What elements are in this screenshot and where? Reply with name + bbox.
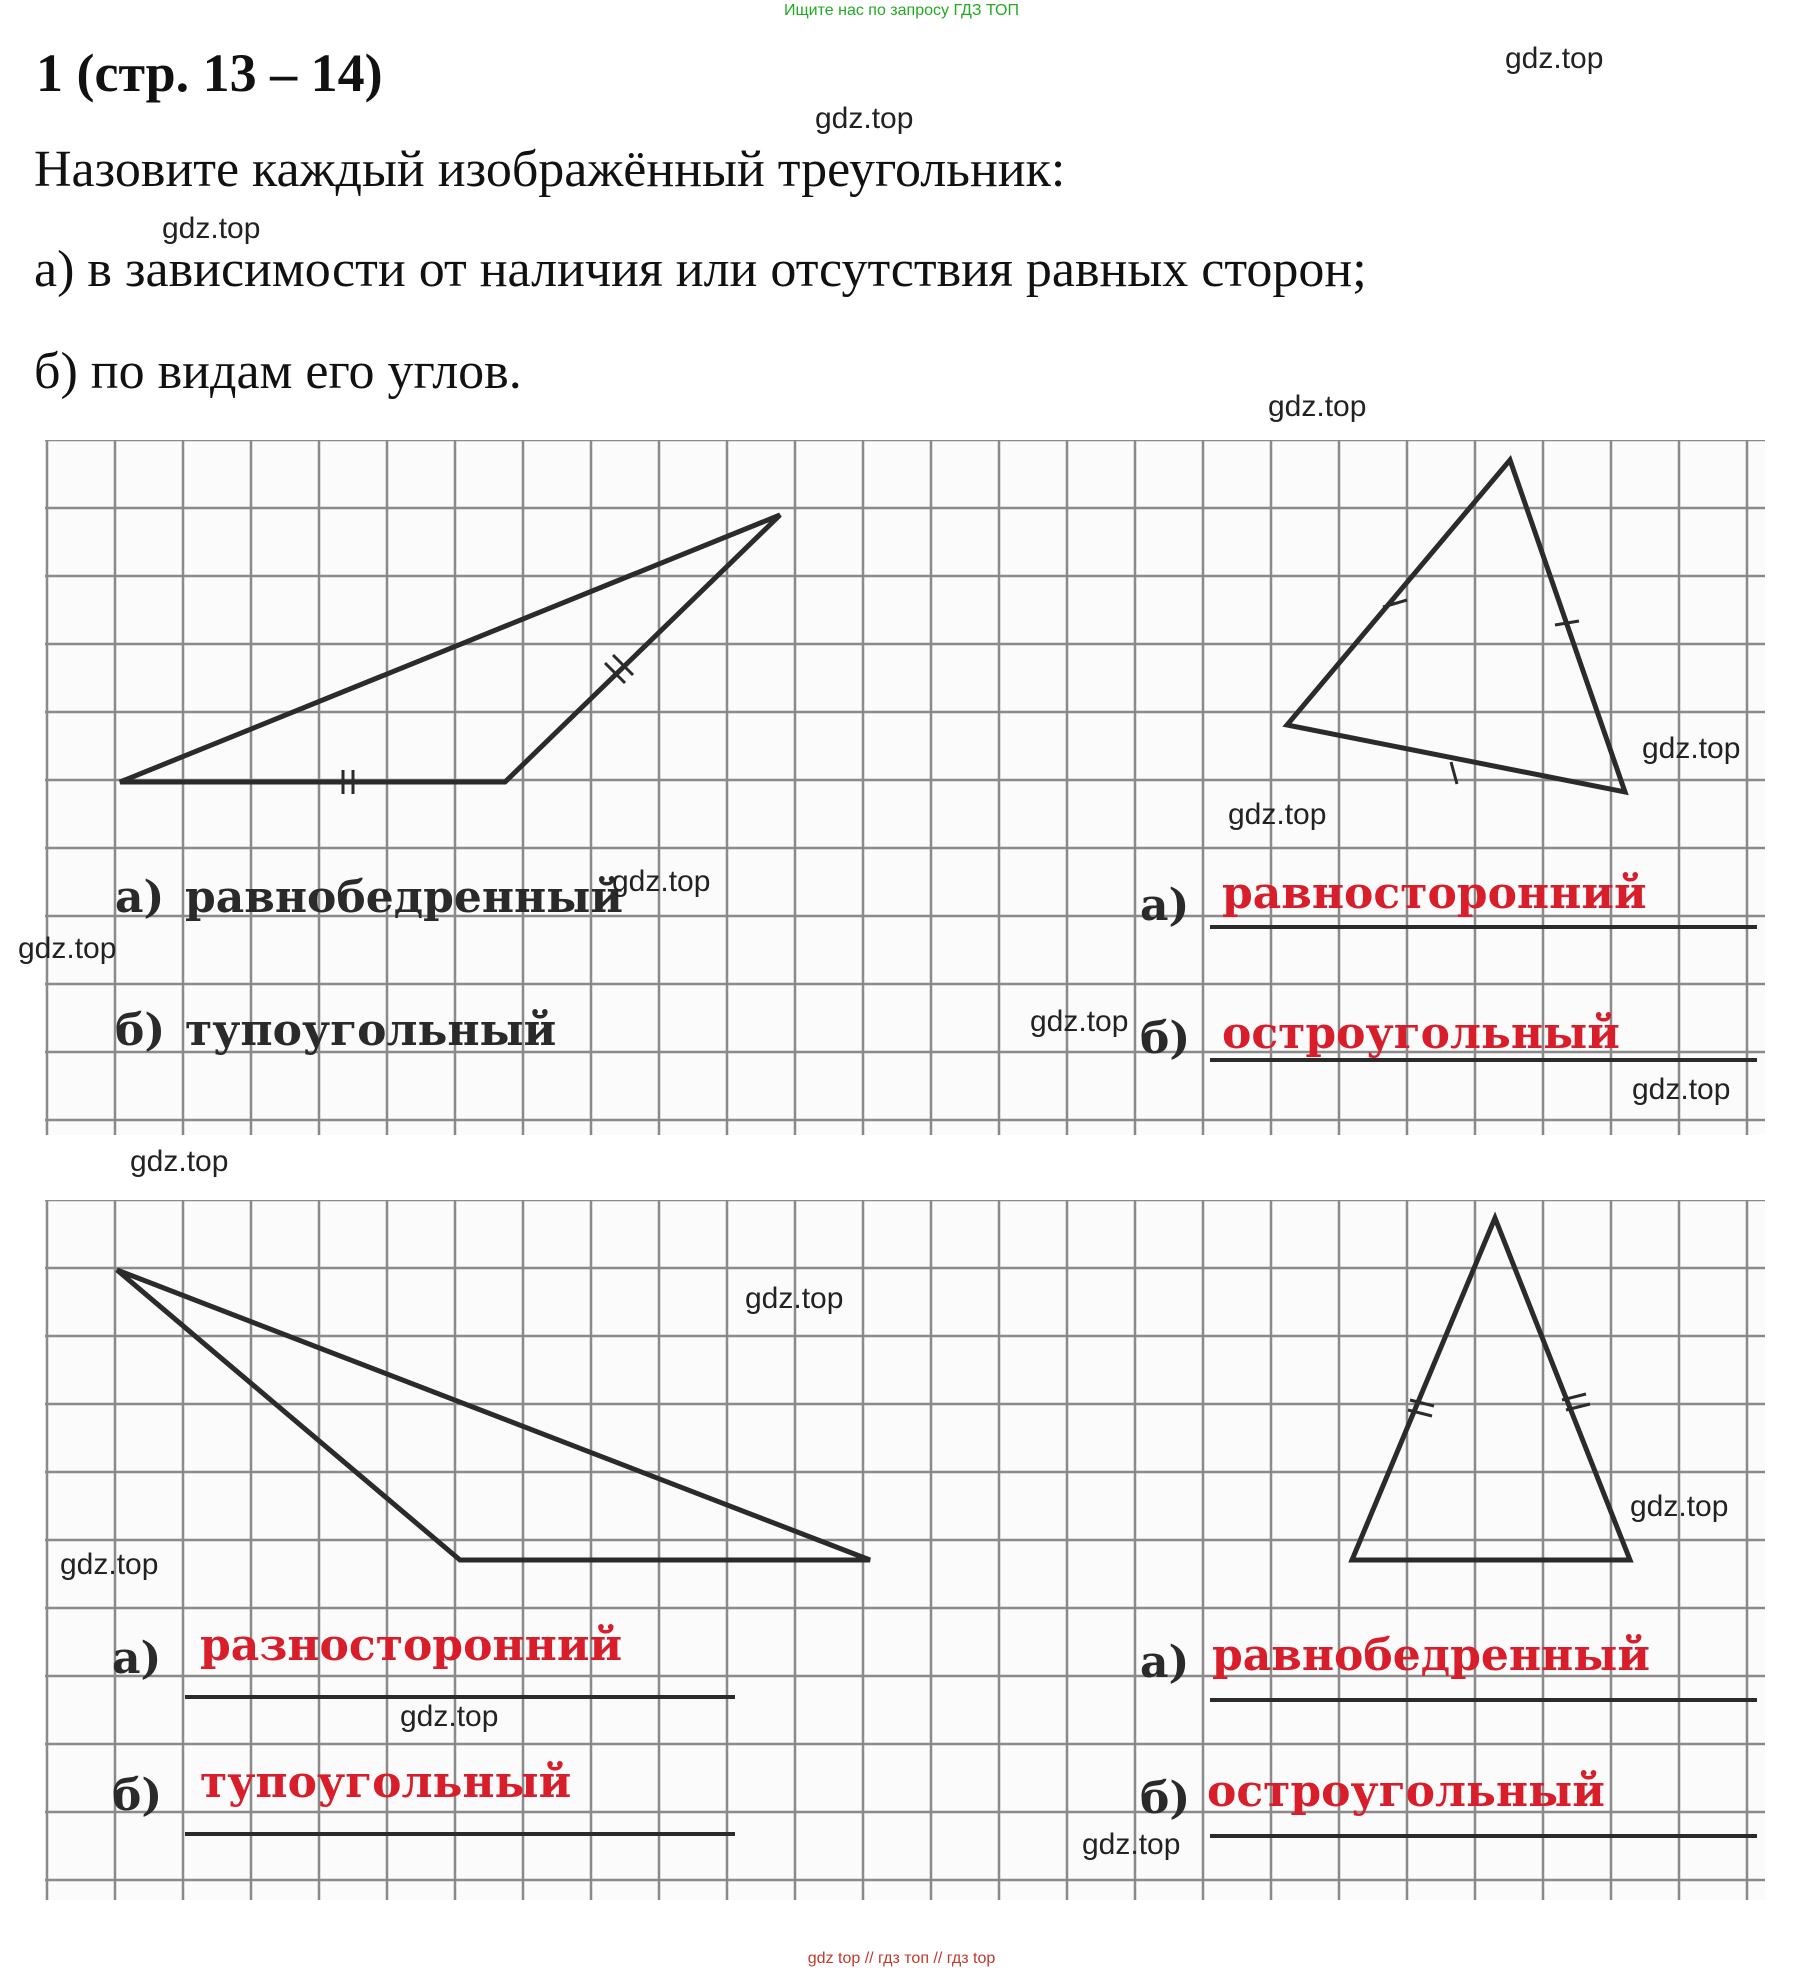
watermark: gdz.top	[1630, 1490, 1729, 1523]
exercise-title: 1 (стр. 13 – 14)	[36, 43, 383, 103]
t1-label-b: б)	[115, 1005, 166, 1056]
header-note: Ищите нас по запросу ГДЗ ТОП	[784, 2, 1019, 19]
t2-answer-a: равносторонний	[1222, 868, 1647, 919]
t3-label-a: а)	[112, 1633, 162, 1684]
watermark: gdz.top	[612, 865, 711, 898]
t4-answer-a: равнобедренный	[1212, 1630, 1650, 1681]
t3-label-b: б)	[112, 1770, 163, 1821]
watermark: gdz.top	[745, 1282, 844, 1315]
watermark: gdz.top	[1268, 390, 1367, 423]
watermark: gdz.top	[1505, 42, 1604, 75]
watermark: gdz.top	[162, 212, 261, 245]
triangle-1	[120, 515, 780, 782]
watermark: gdz.top	[18, 932, 117, 965]
footer-note: gdz top // гдз топ // гдз top	[807, 1950, 996, 1967]
watermark: gdz.top	[1082, 1828, 1181, 1861]
task-line-1: Назовите каждый изображённый треугольник:	[34, 141, 1066, 198]
watermark: gdz.top	[130, 1145, 229, 1178]
t2-answer-b: остроугольный	[1222, 1008, 1620, 1059]
watermark: gdz.top	[1632, 1073, 1731, 1106]
watermark: gdz.top	[1642, 732, 1741, 765]
t1-answer-a: равнобедренный	[185, 872, 623, 923]
t2-label-b: б)	[1140, 1013, 1191, 1064]
triangle-4	[1352, 1218, 1630, 1560]
task-line-3: б) по видам его углов.	[34, 343, 522, 400]
t1-answer-b: тупоугольный	[185, 1005, 557, 1056]
watermark: gdz.top	[815, 102, 914, 135]
t3-answer-b: тупоугольный	[200, 1757, 572, 1808]
watermark: gdz.top	[400, 1700, 499, 1733]
t1-label-a: а)	[115, 872, 165, 923]
t4-label-a: а)	[1140, 1637, 1190, 1688]
task-line-2: а) в зависимости от наличия или отсутствия равных сторон;	[34, 241, 1367, 298]
t2-label-a: а)	[1140, 880, 1190, 931]
watermark: gdz.top	[1030, 1005, 1129, 1038]
t3-answer-a: разносторонний	[200, 1620, 623, 1671]
t4-answer-b: остроугольный	[1207, 1766, 1605, 1817]
watermark: gdz.top	[1228, 798, 1327, 831]
triangle-2	[1287, 460, 1625, 792]
watermark: gdz.top	[60, 1548, 159, 1581]
t4-label-b: б)	[1140, 1773, 1191, 1824]
